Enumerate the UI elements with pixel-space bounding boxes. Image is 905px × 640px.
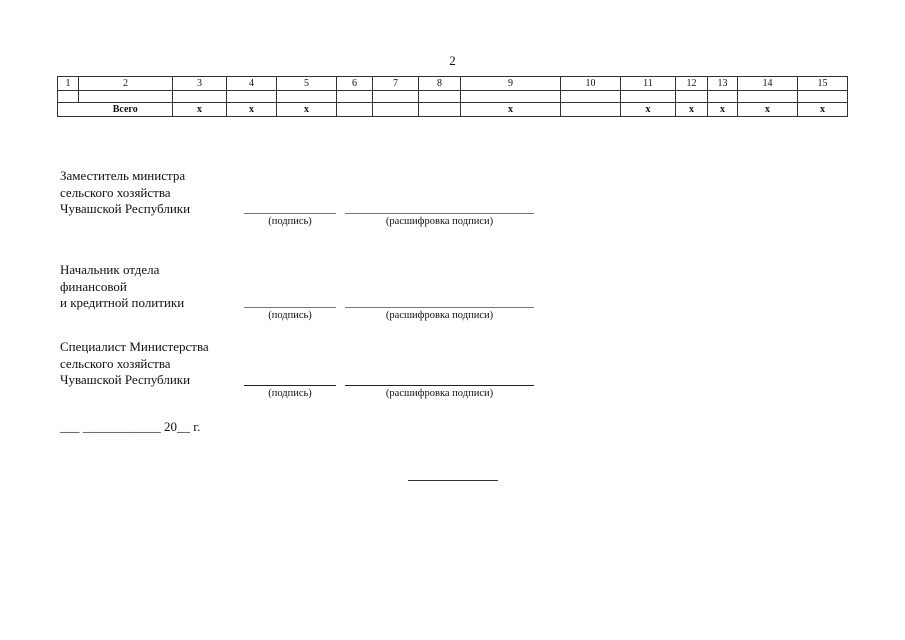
title-line: Специалист Министерства [60,339,209,354]
signature-decode-line [345,213,534,214]
table-cell [173,91,227,103]
total-cell: x [738,103,798,117]
title-line: Чувашской Республики [60,201,191,216]
column-number: 7 [373,77,419,91]
table-cell [621,91,676,103]
date-field: ___ ____________ 20__ г. [60,419,201,434]
signatory-title [60,339,209,389]
signature-caption: (подпись) [268,216,312,227]
total-row [58,103,848,117]
total-cell [419,103,461,117]
total-cell [561,103,621,117]
total-cell [337,103,373,117]
column-number: 2 [79,77,173,91]
table-cell [461,91,561,103]
column-number: 11 [621,77,676,91]
signature-decode-line [345,307,534,308]
total-cell [373,103,419,117]
signature-caption: (подпись) [268,310,312,321]
footer-separator [408,480,498,481]
table-cell [708,91,738,103]
column-number: 1 [58,77,79,91]
decode-caption: (расшифровка подписи) [385,310,494,321]
total-cell: x [277,103,337,117]
column-number: 8 [419,77,461,91]
signature-caption: (подпись) [268,388,312,399]
total-cell [58,103,79,117]
total-cell: x [227,103,277,117]
table-cell [79,91,173,103]
total-label: Всего [79,103,173,117]
column-number: 10 [561,77,621,91]
table-cell [561,91,621,103]
table-cell [277,91,337,103]
total-cell: x [173,103,227,117]
page-number: 2 [449,53,456,68]
signature-line [244,307,336,308]
decode-caption: (расшифровка подписи) [385,216,494,227]
signature-line [244,385,336,386]
signatory-title [60,262,184,312]
title-line: Начальник отдела [60,262,160,277]
decode-caption: (расшифровка подписи) [385,388,494,399]
signature-decode-line [345,385,534,386]
table-row [58,91,848,103]
signatory-title [60,168,190,218]
column-number: 9 [461,77,561,91]
column-number: 14 [738,77,798,91]
total-cell: x [461,103,561,117]
column-number: 15 [798,77,848,91]
title-line: и кредитной политики [60,295,185,310]
table-cell [798,91,848,103]
table-cell [738,91,798,103]
column-number: 5 [277,77,337,91]
column-number: 4 [227,77,277,91]
total-cell: x [708,103,738,117]
table-header-row [58,77,848,91]
table-cell [58,91,79,103]
column-number: 3 [173,77,227,91]
title-line: финансовой [60,278,127,294]
table-cell [337,91,373,103]
table-cell [419,91,461,103]
table-cell [373,91,419,103]
title-line: Чувашской Республики [60,372,191,387]
title-line: сельского хозяйства [60,355,171,371]
title-line: Заместитель министра [60,168,186,183]
total-cell: x [621,103,676,117]
summary-table [57,76,848,117]
column-number: 13 [708,77,738,91]
total-cell: x [798,103,848,117]
table-cell [227,91,277,103]
column-number: 12 [676,77,708,91]
table-cell [676,91,708,103]
signature-line [244,213,336,214]
title-line: сельского хозяйства [60,184,171,200]
total-cell: x [676,103,708,117]
column-number: 6 [337,77,373,91]
